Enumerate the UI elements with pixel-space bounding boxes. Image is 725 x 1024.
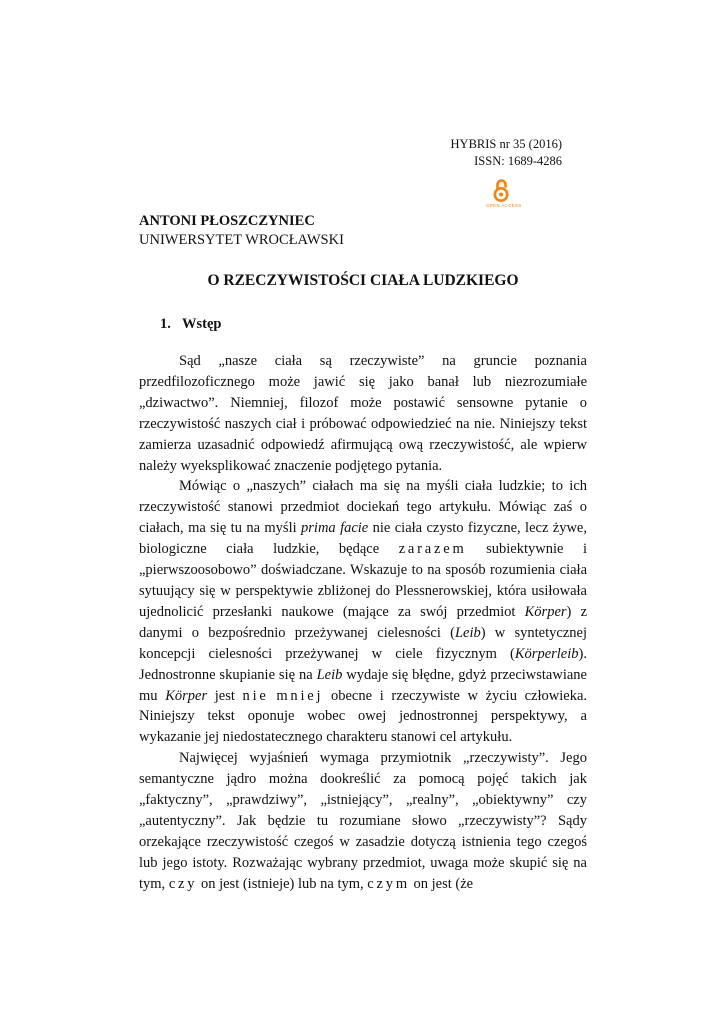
journal-issn: ISSN: 1689-4286 xyxy=(474,154,562,168)
emphasis-leib: Leib xyxy=(316,666,343,683)
article-title: O RZECZYWISTOŚCI CIAŁA LUDZKIEGO xyxy=(207,272,519,289)
open-access-logo xyxy=(486,178,522,212)
author-affiliation: UNIWERSYTET WROCŁAWSKI xyxy=(139,232,344,248)
paragraph-1: Sąd „nasze ciała są rzeczywiste” na gruncie poznania przedfilozoficznego może jawić się jako banał lub niezrozumiałe „dziwactwo”. Niemniej, filozof może postawić sensowne pytanie o rzeczywistość naszych ciał i próbować odpowiedzieć na nie. Niniejszy tekst zamierza uzasadnić odpowiedź afirmującą ową rzeczywistość, ale wpierw należy wyeksplikować znaczenie podjętego pytania. xyxy=(139,353,587,474)
text-run: subiektywnie i „pierwszoosobowo” doświadczane. Wskazuje to na sposób rozumienia ciała sytuujący się w perspektywie zbliżonej do Plessnerowskiej, która usiłowała ujednolicić przesłanki naukowe (mające za swój przedmiot xyxy=(139,541,587,620)
text-run: Najwięcej wyjaśnień wymaga przymiotnik „rzeczywisty”. Jego semantyczne jądro można dookreślić za pomocą pojęć takich jak „faktyczny”, „prawdziwy”, „istniejący”, „realny”, „obiektywny” czy „autentyczny”. Jak będzie tu rozumiane słowo „rzeczywisty”? Sądy orzekające rzeczywistość czegoś w zasadzie dotyczą istnienia tego czegoś lub jego istoty. Rozważając wybrany przedmiot, uwaga może skupić się na tym, xyxy=(139,750,587,892)
spaced-czym: czym xyxy=(367,875,410,892)
text-run: obecne i rzeczywiste w życiu człowieka. Niniejszy tekst oponuje wobec owej jednostronnej perspektywy, a wykazanie jej niedostatecznego charakteru stanowi cel artykułu. xyxy=(139,687,588,746)
text-run: ) z danymi o bezpośrednio przeżywanej cielesności ( xyxy=(139,603,588,641)
text-run: on jest (istnieje) lub na tym, xyxy=(197,875,368,892)
emphasis-korper: Körper xyxy=(524,603,567,620)
text-run: on jest (że xyxy=(409,875,474,892)
text-run: ). Jednostronne skupianie się na xyxy=(139,645,587,683)
open-access-lock-icon xyxy=(493,178,509,202)
spaced-zarazem: zarazem xyxy=(398,541,467,558)
section-heading xyxy=(160,316,221,333)
article-body xyxy=(139,351,587,895)
spaced-nie: nie xyxy=(242,687,269,704)
emphasis-leib: Leib xyxy=(454,624,481,641)
author-name: ANTONI PŁOSZCZYNIEC xyxy=(139,213,315,229)
emphasis-korper: Körper xyxy=(165,687,208,704)
author-block xyxy=(139,212,344,250)
section-number: 1. xyxy=(160,316,171,332)
text-run: jest xyxy=(207,687,243,704)
section-title: Wstęp xyxy=(182,316,222,332)
journal-info xyxy=(451,136,562,170)
spaced-czy: czy xyxy=(168,875,198,892)
spaced-mniej: mniej xyxy=(276,687,324,704)
paragraph-2 xyxy=(139,476,587,748)
text-run: wydaje się błędne, gdyż przeciwstawiane mu xyxy=(139,666,587,704)
emphasis-prima-facie: prima facie xyxy=(301,520,369,537)
emphasis-korperleib: Körperleib xyxy=(514,645,579,662)
text-run: nie ciała czysto fizyczne, lecz żywe, biologiczne ciała ludzkie, będące xyxy=(139,520,587,558)
open-access-label: OPEN ACCESS xyxy=(486,203,522,208)
text-run: Mówiąc o „naszych” ciałach ma się na myśli ciała ludzkie; to ich rzeczywistość stanowi przedmiot dociekań tego artykułu. Mówiąc zaś o ciałach, ma się tu na myśli xyxy=(139,478,587,537)
journal-issue: HYBRIS nr 35 (2016) xyxy=(450,137,562,151)
paragraph-3 xyxy=(139,748,587,894)
text-run: ) w syntetycznej koncepcji cielesności przeżywanej w ciele fizycznym ( xyxy=(139,624,587,662)
